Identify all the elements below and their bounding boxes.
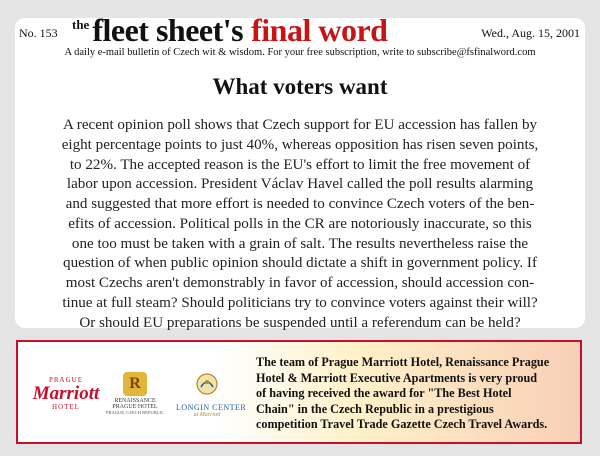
article-line: to 22%. The accepted reason is the EU's effort to limit the free movement of: [69, 156, 531, 173]
masthead-title-accent: final word: [251, 12, 388, 48]
longin-logo-sub: at Marriott: [193, 412, 221, 418]
masthead-the: the: [72, 17, 90, 32]
marriott-logo-city: PRAGUE: [48, 376, 83, 384]
issue-date: Wed., Aug. 15, 2001: [481, 26, 580, 40]
article-line: and suggested that more effort is needed to convince Czech voters of the ben-: [65, 196, 535, 212]
tagline: A daily e-mail bulletin of Czech wit & wisdom. For your free subscription, write to subscribe@fsfinalword.com: [64, 47, 536, 58]
renaissance-logo-line3: PRAGUE, CZECH REPUBLIC: [106, 410, 164, 415]
hotel-advertisement[interactable]: [16, 340, 582, 444]
issue-number: No. 153: [19, 26, 58, 40]
renaissance-logo-line2: PRAGUE HOTEL: [112, 404, 158, 410]
renaissance-emblem-icon: R: [123, 372, 147, 396]
ad-line: of having received the award for "The Best Hotel: [256, 386, 512, 401]
article-line: eight percentage points to just 40%, whereas opposition has risen seven points,: [61, 136, 539, 153]
article-body: [32, 116, 568, 333]
renaissance-logo-line1: RENAISSANCE: [114, 398, 156, 404]
renaissance-prague-logo: [106, 372, 164, 415]
longin-logo-name: LONGIN CENTER: [176, 403, 247, 412]
masthead: [72, 12, 387, 46]
ad-announcement: [256, 355, 572, 433]
ad-line: The team of Prague Marriott Hotel, Renaissance Prague: [256, 355, 550, 369]
article-line: one too must be taken with a grain of salt. The results nevertheless raise the: [71, 235, 529, 252]
masthead-title-main: fleet sheet's: [92, 12, 244, 48]
article-line: question of when public opinion should dictate a shift in government policy. If: [63, 255, 537, 272]
article-line: efits of accession. Political polls in the CR are notoriously inaccurate, so this: [68, 215, 532, 232]
ad-line: Hotel & Marriott Executive Apartments is very proud: [256, 370, 538, 385]
longin-center-logo: [176, 372, 247, 418]
longin-crest-icon: [195, 372, 219, 396]
ad-line: competition Travel Trade Gazette Czech Travel Awards.: [256, 417, 548, 432]
article-line: labor upon accession. President Václav Havel called the poll results alarming: [66, 176, 534, 193]
article-line: tinue at full steam? Should politicians try to convince voters against their will?: [62, 294, 538, 311]
marriott-logo-brand: Marriott: [32, 383, 100, 404]
ad-line: Chain" in the Czech Republic in a prestigious: [256, 401, 494, 416]
prague-marriott-logo: [30, 376, 102, 411]
article-line: Or should EU preparations be suspended until a referendum can be held?: [79, 314, 521, 331]
article-line: A recent opinion poll shows that Czech support for EU accession has fallen by: [62, 117, 538, 133]
marriott-logo-hotel: HOTEL: [52, 403, 80, 411]
article-line: most Czechs aren't demonstrably in favor of accession, should accession con-: [65, 275, 535, 291]
article-headline: What voters want: [212, 74, 388, 99]
